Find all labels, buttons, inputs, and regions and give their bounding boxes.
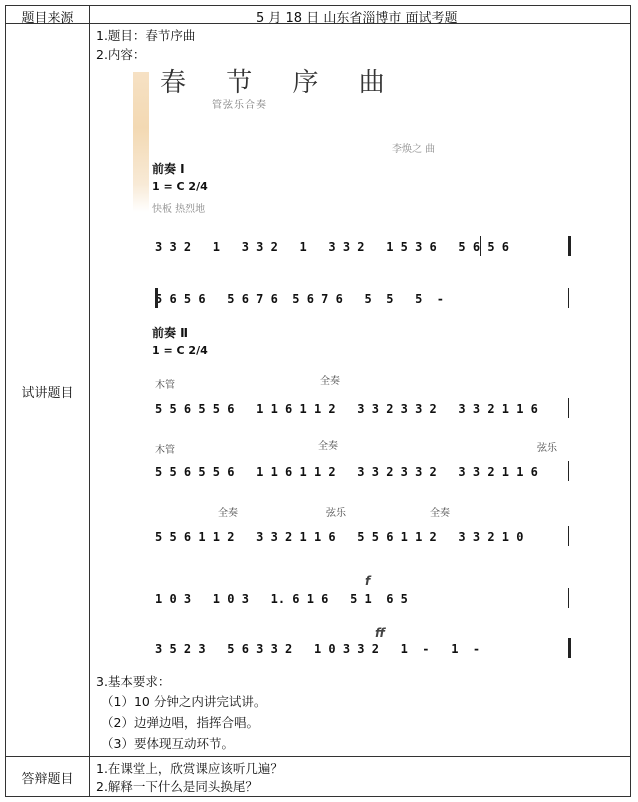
defense-label: 答辩题目	[21, 772, 74, 787]
notation-line: 5 5 6 5 5 6 1 1 6 1 1 2 3 3 2 3 3 2 3 3 2 1 1 6	[155, 402, 538, 416]
requirement-item: （1）10 分钟之内讲完试讲。	[101, 694, 267, 709]
bar-line	[568, 288, 569, 308]
requirement-item: （3）要体现互动环节。	[101, 736, 234, 751]
key-signature-1: 1 = C 2/4	[152, 180, 208, 193]
lecture-label: 试讲题目	[21, 386, 74, 401]
defense-question: 1.在课堂上，欣赏课应该听几遍？	[96, 761, 283, 776]
bar-line	[568, 398, 569, 418]
score-title: 春 节 序 曲	[160, 68, 401, 98]
bar-line	[568, 526, 569, 546]
notation-line: 5 5 6 5 5 6 1 1 6 1 1 2 3 3 2 3 3 2 3 3 2 1 1 6	[155, 465, 538, 479]
lecture-topic: 1.题目：春节序曲	[96, 28, 196, 43]
bar-line	[568, 588, 569, 608]
tempo-marking: 快板 热烈地	[152, 204, 206, 215]
instrument-label: 弦乐	[326, 508, 346, 519]
key-signature-2: 1 = C 2/4	[152, 344, 208, 357]
instrument-label: 全奏	[218, 508, 238, 519]
column-divider	[89, 6, 90, 796]
repeat-bar-line	[155, 288, 158, 308]
final-bar-line	[568, 638, 571, 658]
row-divider-defense	[6, 756, 630, 757]
paper-stain	[133, 72, 149, 212]
score-composer: 李焕之 曲	[392, 144, 436, 155]
requirement-item: （2）边弹边唱，指挥合唱。	[101, 715, 259, 730]
notation-line: 3 3 2 1 3 3 2 1 3 3 2 1 5 3 6 5 6 5 6	[155, 240, 510, 254]
notation-line: 1 0 3 1 0 3 1. 6 1 6 5 1 6 5	[155, 592, 408, 606]
bar-line	[480, 236, 481, 256]
exam-table	[5, 5, 631, 797]
dynamic-marking: ff	[375, 626, 385, 640]
lecture-content-label: 2.内容：	[96, 47, 146, 62]
defense-question: 2.解释一下什么是同头换尾？	[96, 779, 258, 794]
notation-line: 5 5 6 1 1 2 3 3 2 1 1 6 5 5 6 1 1 2 3 3 2 1 0	[155, 530, 524, 544]
score-subtitle: 管弦乐合奏	[212, 100, 267, 111]
instrument-label: 全奏	[430, 508, 450, 519]
instrument-label: 木管	[155, 380, 175, 391]
notation-line: 5 6 5 6 5 6 7 6 5 6 7 6 5 5 5 -	[155, 292, 444, 306]
section-prelude-1: 前奏 Ⅰ	[152, 162, 185, 176]
instrument-label: 全奏	[320, 376, 340, 387]
requirements-title: 3.基本要求：	[96, 674, 171, 689]
section-prelude-2: 前奏 Ⅱ	[152, 326, 189, 340]
source-label: 题目来源	[21, 11, 74, 26]
source-text: 5 月 18 日 山东省淄博市 面试考题	[256, 11, 458, 26]
double-bar-line	[568, 236, 571, 256]
dynamic-marking: f	[365, 574, 371, 588]
instrument-label: 木管	[155, 445, 175, 456]
bar-line	[568, 461, 569, 481]
instrument-label: 弦乐	[537, 443, 557, 454]
notation-line: 3 5 2 3 5 6 3 3 2 1 0 3 3 2 1 - 1 -	[155, 642, 481, 656]
instrument-label: 全奏	[318, 441, 338, 452]
